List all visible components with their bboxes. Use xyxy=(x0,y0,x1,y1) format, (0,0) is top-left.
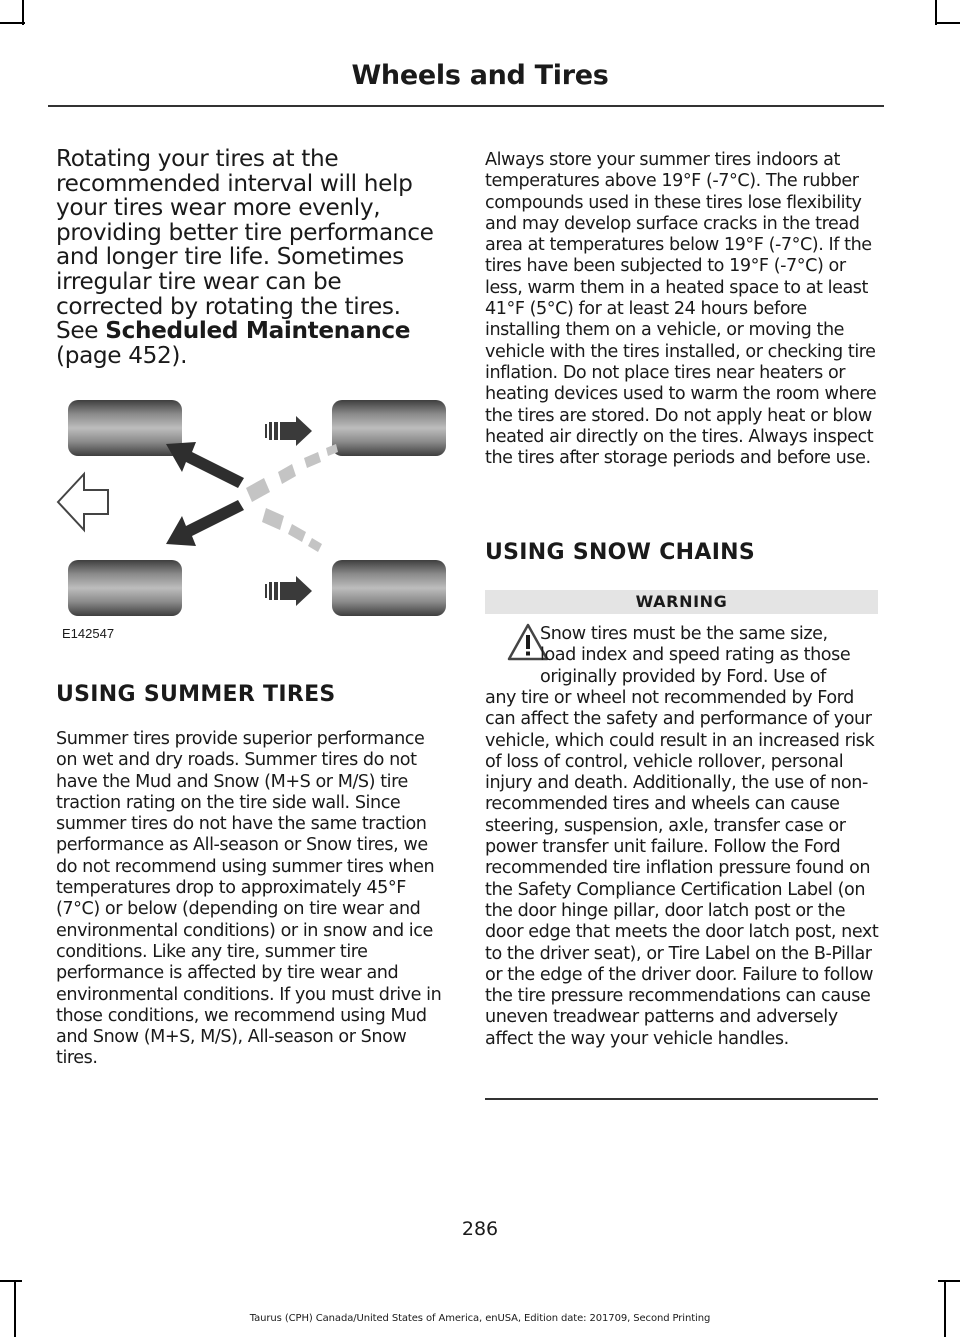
page-title: Wheels and Tires xyxy=(351,60,609,91)
snow-chains-heading: USING SNOW CHAINS xyxy=(485,540,756,565)
storage-paragraph: Always store your summer tires indoors at temperatures above 19°F (-7°C). The rubber compounds used in these tires lose flexibility and may develop surface cracks in the tread area at temperatures below 19°F (-7°C). If the tires have been subjected to 19°F (-7°C) or less, warm them in a heated space to at least 41°F (5°C) for at least 24 hours before installing them on a vehicle, or moving the vehicle with the tires installed, or checking tire inflation. Do not place tires near heaters or heating devices used to warm the room where the tires are stored. Do not apply heat or blow heated air directly on the tires. Always inspect the tires after storage periods and before use. xyxy=(485,150,877,469)
scheduled-maintenance-link[interactable]: Scheduled Maintenance xyxy=(105,317,411,345)
summer-tires-heading: USING SUMMER TIRES xyxy=(56,682,336,707)
intro-block xyxy=(56,147,448,368)
arrow-icon xyxy=(166,442,244,488)
tire-rear-right xyxy=(332,560,446,616)
page-number: 286 xyxy=(461,1218,499,1240)
warning-paragraph: any tire or wheel not recommended by Ford can affect the safety and performance of your vehicle, which could result in an increased risk of loss of control, vehicle rollover, personal injury and death. Additionally, the use of non-recommended tires and wheels can cause steering, suspension, axle, transfer case or power transfer unit failure. Follow the Ford recommended tire inflation pressure found on the Safety Compliance Certification Label (on the door hinge pillar, door latch post or the door edge that meets the door latch post, next to the driver seat), or Tire Label on the B-Pillar or the edge of the driver door. Failure to follow the tire pressure recommendations can cause uneven treadwear patterns and adversely affect the way your vehicle handles. xyxy=(485,688,879,1049)
summer-tires-paragraph: Summer tires provide superior performance on wet and dry roads. Summer tires do not have the Mud and Snow (M+S or M/S) tire traction rating on the tire side wall. Since summer tires do not have the same traction performance as All-season or Snow tires, we do not recommend using summer tires when temperatures drop to approximately 45°F (7°C) or below (depending on tire wear and environmental conditions) or in snow and ice conditions. Like any tire, summer tire performance is affected by tire wear and environmental conditions. If you must drive in those conditions, we recommend using Mud and Snow (M+S, M/S), All-season or Snow tires. xyxy=(56,729,442,1069)
header-divider xyxy=(48,105,884,107)
intro-paragraph xyxy=(56,147,448,368)
summer-section xyxy=(56,682,448,707)
warning-rest-block xyxy=(485,688,880,1050)
edition-footer: Taurus (CPH) Canada/United States of America, enUSA, Edition date: 201709, Second Printing xyxy=(249,1313,711,1324)
arrow-icon xyxy=(246,444,338,552)
arrow-icon xyxy=(265,576,312,606)
tire-rotation-diagram xyxy=(56,392,448,632)
tire-front-left xyxy=(68,400,182,456)
warning-line: originally provided by Ford. Use of xyxy=(540,666,826,687)
crop-mark xyxy=(935,22,960,24)
forward-arrow-icon xyxy=(58,474,108,530)
warning-label: WARNING xyxy=(485,590,878,614)
warning-first-lines xyxy=(540,624,880,688)
warning-line: load index and speed rating as those xyxy=(540,645,851,666)
intro-text: Rotating your tires at the recommended interval will help your tires wear more evenly, providing better tire performance and longer tire life. Sometimes irregular tire wear can be corrected by rotating the tires. See xyxy=(56,145,434,345)
arrow-icon xyxy=(166,500,244,546)
tire-front-right xyxy=(332,400,446,456)
figure-code: E142547 xyxy=(62,626,115,641)
crop-mark xyxy=(938,1280,960,1282)
crop-mark xyxy=(944,1282,946,1337)
arrow-icon xyxy=(265,416,312,446)
storage-block xyxy=(485,150,880,469)
crop-mark xyxy=(0,22,25,24)
crop-mark xyxy=(0,1280,22,1282)
chains-section xyxy=(485,540,880,565)
summer-body-block xyxy=(56,729,448,1070)
tire-rear-left xyxy=(68,560,182,616)
warning-end-divider xyxy=(485,1098,878,1100)
crop-mark xyxy=(14,1282,16,1337)
warning-line: Snow tires must be the same size, xyxy=(540,624,828,644)
page-reference: (page 452). xyxy=(56,341,188,369)
